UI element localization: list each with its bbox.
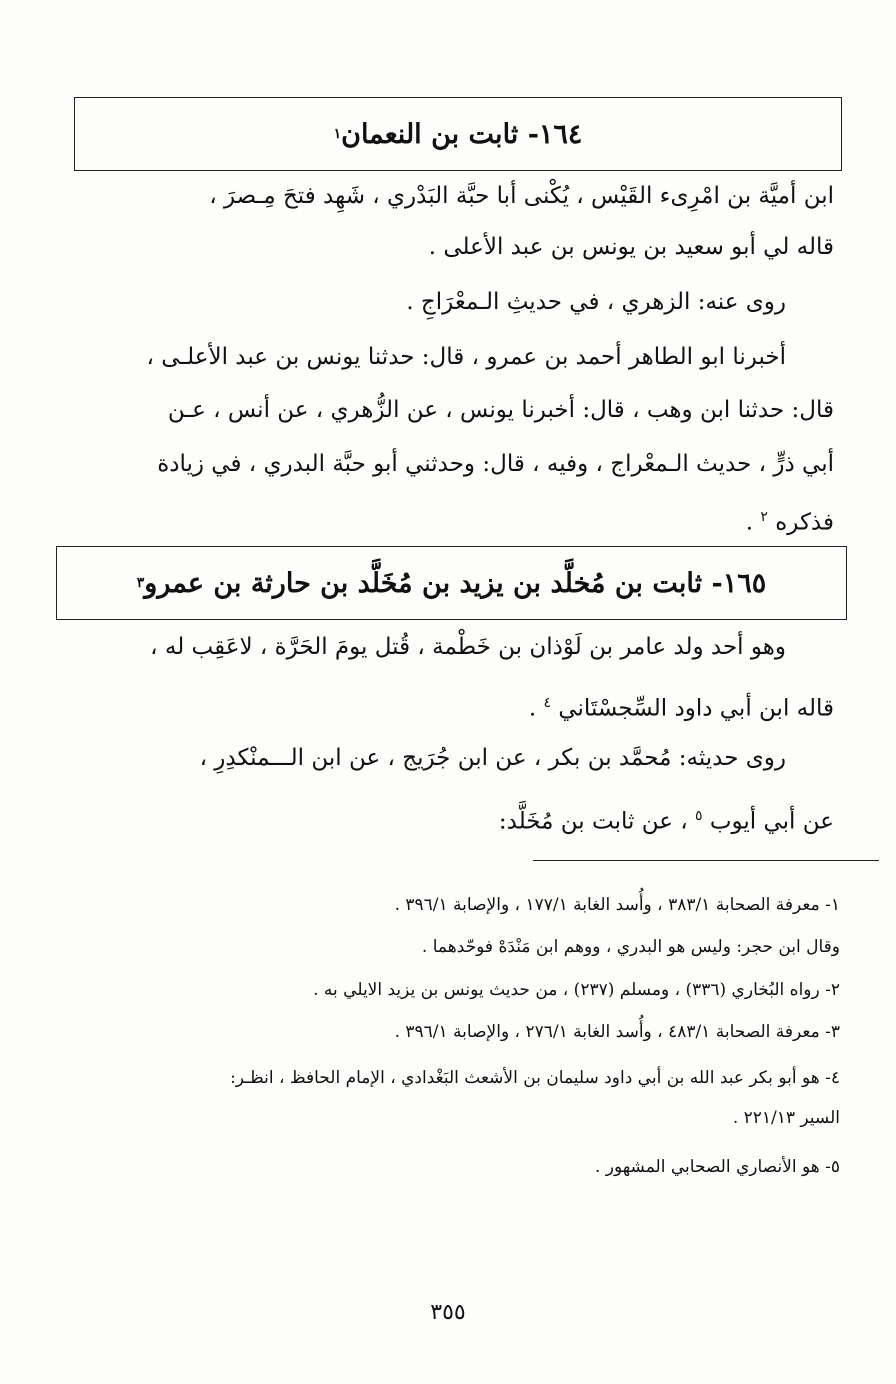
entry-165-line-2-text: قاله ابن أبي داود السِّجسْتَاني (558, 695, 834, 722)
footnote-separator (533, 860, 879, 861)
footnote-2: ٢- رواه البُخاري (٣٣٦) ، ومسلم (٢٣٧) ، من حديث يونس بن يزيد الايلي به . (313, 980, 840, 1000)
entry-164-line-2: قاله لي أبو سعيد بن يونس بن عبد الأعلى . (428, 234, 834, 260)
entry-164-line-6: أبي ذرٍّ ، حديث الـمعْراج ، وفيه ، قال: وحدثني أبو حبَّة البدري ، في زيادة (157, 451, 834, 477)
footnote-ref-3: ٣ (136, 575, 145, 591)
entry-164-line-7-text: فذكره (775, 509, 834, 536)
entry-165-line-4-text: عن أبي أيوب (709, 808, 834, 835)
page-number: ٣٥٥ (430, 1300, 466, 1325)
footnote-3: ٣- معرفة الصحابة ٤٨٣/١ ، وأُسد الغابة ٢٧٦/١ ، والإصابة ٣٩٦/١ . (394, 1022, 840, 1042)
footnote-ref-2: ٢ (760, 509, 768, 525)
entry-165-line-4-end: ، عن ثابت بن مُخَلَّد: (498, 808, 688, 835)
entry-165-line-4 (80, 796, 834, 842)
entry-164-line-5: قال: حدثنا ابن وهب ، قال: أخبرنا يونس ، عن الزُّهري ، عن أنس ، عـن (167, 397, 834, 423)
entry-164-line-7-end: . (745, 509, 754, 536)
entry-165-line-3: روى حديثه: مُحمَّد بن بكر ، عن ابن جُرَيج ، عن ابن الـــمنْكدِرِ ، (199, 745, 786, 771)
footnote-1: ١- معرفة الصحابة ٣٨٣/١ ، وأُسد الغابة ١٧٧/١ ، والإصابة ٣٩٦/١ . (394, 895, 840, 915)
entry-164-heading-box (74, 97, 842, 171)
footnote-4-continued: السير ٢٢١/١٣ . (732, 1108, 840, 1128)
footnote-4: ٤- هو أبو بكر عبد الله بن أبي داود سليمان بن الأشعث البَغْدادي ، الإمام الحافظ ، انظـر: (230, 1068, 840, 1088)
entry-164-line-3: روى عنه: الزهري ، في حديثِ الـمعْرَاجِ . (406, 289, 786, 315)
entry-165-line-2-end: . (528, 695, 537, 722)
entry-165-line-2 (80, 683, 834, 729)
entry-165-heading: ١٦٥- ثابت بن مُخلَّد بن يزيد بن مُخَلَّد بن حارثة بن عمرو (144, 567, 767, 599)
footnote-ref-1: ١ (333, 126, 342, 142)
footnote-5: ٥- هو الأنصاري الصحابي المشهور . (594, 1157, 840, 1177)
footnote-ref-5: ٥ (695, 808, 703, 824)
entry-165-line-1: وهو أحد ولد عامر بن لَوْذان بن خَطْمة ، قُتل يومَ الحَرَّة ، لاعَقِب له ، (150, 634, 786, 660)
entry-164-heading: ١٦٤- ثابت بن النعمان (341, 118, 583, 150)
entry-164-line-7 (80, 497, 834, 543)
footnote-1-continued: وقال ابن حجر: وليس هو البدري ، ووهم ابن مَنْدَهْ فوحّدهما . (421, 937, 840, 957)
footnote-ref-4: ٤ (543, 695, 552, 711)
entry-164-line-1: ابن أميَّة بن امْرِىء القَيْس ، يُكْنى أبا حبَّة البَدْري ، شَهِد فتحَ مِـصرَ ، (209, 183, 834, 209)
entry-164-line-4: أخبرنا ابو الطاهر أحمد بن عمرو ، قال: حدثنا يونس بن عبد الأعلـى ، (146, 344, 786, 370)
entry-165-heading-box (56, 546, 847, 620)
